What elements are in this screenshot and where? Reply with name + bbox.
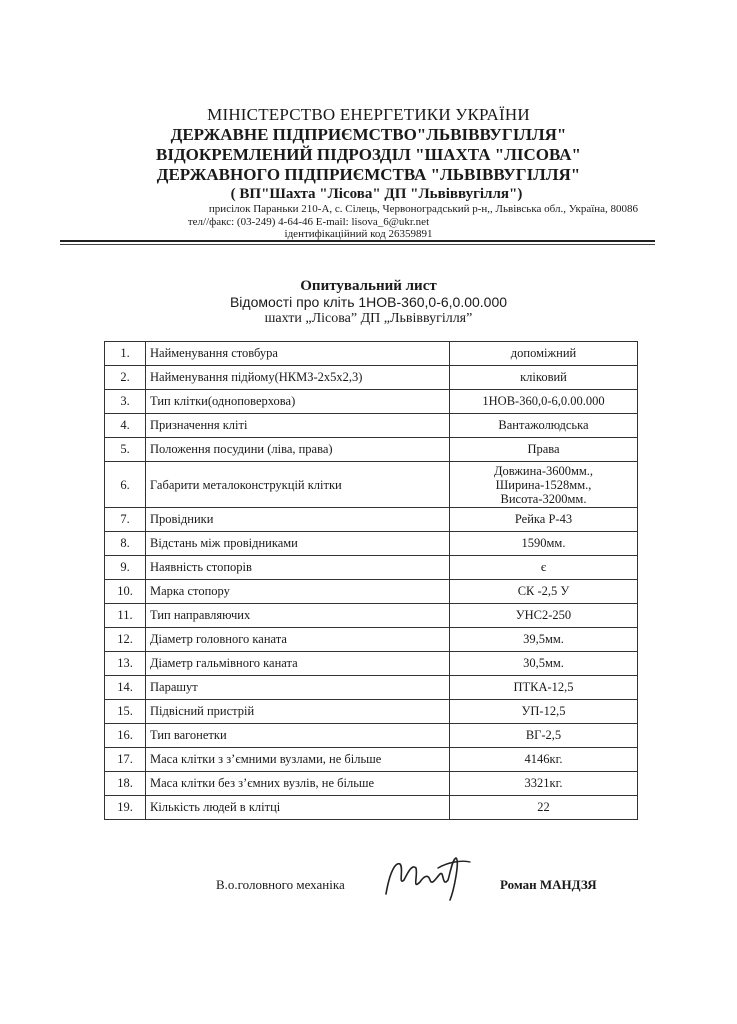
row-number: 16. <box>105 724 146 748</box>
row-value: 3321кг. <box>450 772 638 796</box>
row-value: УНС2-250 <box>450 604 638 628</box>
row-number: 9. <box>105 556 146 580</box>
row-label: Тип клітки(одноповерхова) <box>146 390 450 414</box>
row-number: 12. <box>105 628 146 652</box>
row-number: 2. <box>105 366 146 390</box>
row-label: Відстань між провідниками <box>146 532 450 556</box>
row-value: 22 <box>450 796 638 820</box>
row-label: Тип вагонетки <box>146 724 450 748</box>
row-label: Положення посудини (ліва, права) <box>146 438 450 462</box>
row-number: 15. <box>105 700 146 724</box>
row-label: Найменування стовбура <box>146 342 450 366</box>
row-number: 14. <box>105 676 146 700</box>
row-value: кліковий <box>450 366 638 390</box>
dimension-length: Довжина-3600мм., <box>493 463 594 478</box>
row-number: 6. <box>105 462 146 508</box>
document-title: Опитувальний лист <box>300 278 437 294</box>
row-number: 5. <box>105 438 146 462</box>
row-value-dimensions <box>450 462 638 508</box>
table-row <box>105 580 638 604</box>
table-row <box>105 628 638 652</box>
row-value: 1590мм. <box>450 532 638 556</box>
row-value: Рейка Р-43 <box>450 508 638 532</box>
table-row <box>105 342 638 366</box>
row-label: Маса клітки з з’ємними вузлами, не більше <box>146 748 450 772</box>
table-row <box>105 414 638 438</box>
row-number: 13. <box>105 652 146 676</box>
row-number: 19. <box>105 796 146 820</box>
table-row <box>105 438 638 462</box>
signatory-position: В.о.головного механіка <box>216 877 345 892</box>
row-value: є <box>450 556 638 580</box>
header-address: присілок Параньки 210-А, с. Сілець, Червоноградський р-н,, Львівська обл., Україна, 80086 <box>208 203 639 215</box>
cage-info-table <box>104 341 638 820</box>
table-row <box>105 604 638 628</box>
table-row <box>105 700 638 724</box>
row-value: Вантажолюдська <box>450 414 638 438</box>
row-number: 8. <box>105 532 146 556</box>
header-divider <box>60 240 655 242</box>
row-label: Діаметр головного каната <box>146 628 450 652</box>
row-label: Маса клітки без з’ємних вузлів, не більше <box>146 772 450 796</box>
row-value: допоміжний <box>450 342 638 366</box>
table-row <box>105 508 638 532</box>
row-value: ВГ-2,5 <box>450 724 638 748</box>
row-number: 18. <box>105 772 146 796</box>
table-row <box>105 748 638 772</box>
row-value: 39,5мм. <box>450 628 638 652</box>
row-label: Кількість людей в клітці <box>146 796 450 820</box>
header-ministry: МІНІСТЕРСТВО ЕНЕРГЕТИКИ УКРАЇНИ <box>207 105 530 124</box>
row-number: 11. <box>105 604 146 628</box>
header-contact: тел//факс: (03-249) 4-64-46 E-mail: lisova_6@ukr.net <box>187 216 430 228</box>
table-row <box>105 366 638 390</box>
row-label: Найменування підйому(НКМЗ-2х5х2,3) <box>146 366 450 390</box>
header-short-name: ( ВП"Шахта "Лісова" ДП "Львіввугілля") <box>230 186 523 202</box>
row-label: Діаметр гальмівного каната <box>146 652 450 676</box>
table-row <box>105 796 638 820</box>
row-value: 30,5мм. <box>450 652 638 676</box>
row-value: УП-12,5 <box>450 700 638 724</box>
table-row <box>105 724 638 748</box>
row-number: 10. <box>105 580 146 604</box>
row-number: 17. <box>105 748 146 772</box>
document-subtitle: Відомості про кліть 1НОВ-360,0-6,0.00.000 <box>229 294 508 310</box>
document-subtitle-mine: шахти „Лісова” ДП „Львіввугілля” <box>264 311 473 326</box>
dimension-height: Висота-3200мм. <box>500 491 587 506</box>
row-value: 4146кг. <box>450 748 638 772</box>
header-divider-thin <box>60 244 655 245</box>
row-value: 1НОВ-360,0-6,0.00.000 <box>450 390 638 414</box>
row-label: Підвісний пристрій <box>146 700 450 724</box>
header-ident-code: ідентифікаційний код 26359891 <box>284 228 433 240</box>
table-row <box>105 390 638 414</box>
table-row <box>105 462 638 508</box>
table-row <box>105 772 638 796</box>
table-row <box>105 652 638 676</box>
table-row <box>105 676 638 700</box>
row-value: Права <box>450 438 638 462</box>
row-number: 4. <box>105 414 146 438</box>
header-division: ВІДОКРЕМЛЕНИЙ ПІДРОЗДІЛ "ШАХТА "ЛІСОВА" <box>156 145 581 164</box>
row-label: Парашут <box>146 676 450 700</box>
row-value: ПТКА-12,5 <box>450 676 638 700</box>
row-number: 1. <box>105 342 146 366</box>
row-label: Наявність стопорів <box>146 556 450 580</box>
row-label: Габарити металоконструкцій клітки <box>146 462 450 508</box>
signatory-name: Роман МАНДЗЯ <box>500 877 597 892</box>
row-number: 3. <box>105 390 146 414</box>
row-label: Провідники <box>146 508 450 532</box>
row-value: СК -2,5 У <box>450 580 638 604</box>
dimension-width: Ширина-1528мм., <box>495 477 592 492</box>
row-label: Марка стопору <box>146 580 450 604</box>
row-label: Тип направляючих <box>146 604 450 628</box>
table-row <box>105 532 638 556</box>
header-division-parent: ДЕРЖАВНОГО ПІДПРИЄМСТВА "ЛЬВІВВУГІЛЛЯ" <box>156 165 581 184</box>
table-row <box>105 556 638 580</box>
handwritten-signature <box>378 850 478 905</box>
header-enterprise: ДЕРЖАВНЕ ПІДПРИЄМСТВО"ЛЬВІВВУГІЛЛЯ" <box>170 125 567 144</box>
row-number: 7. <box>105 508 146 532</box>
row-label: Призначення кліті <box>146 414 450 438</box>
